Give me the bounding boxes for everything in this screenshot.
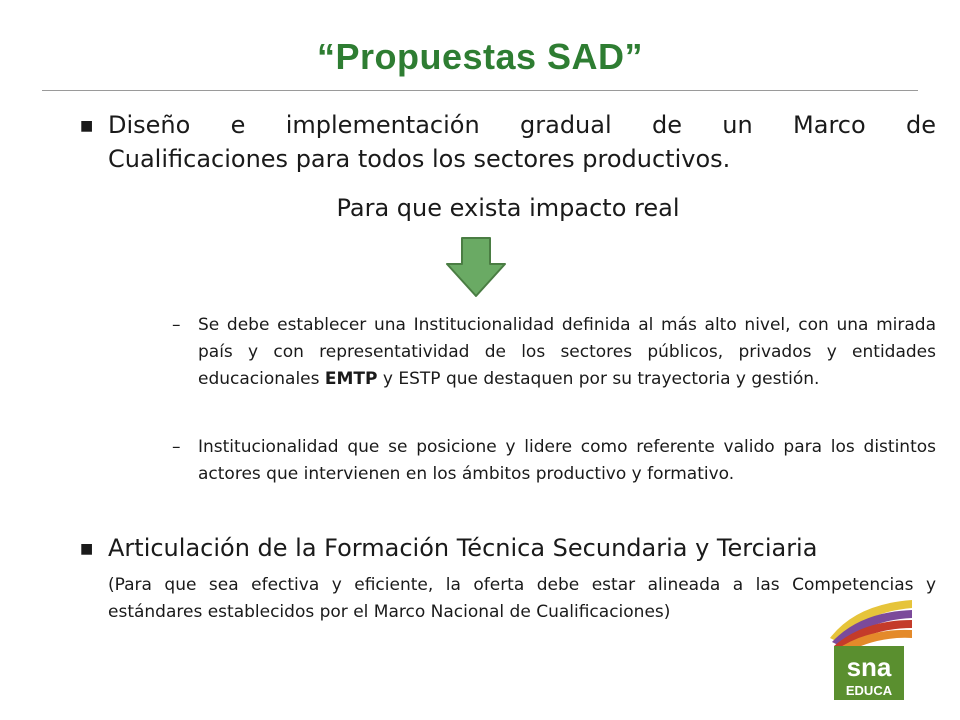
logo-text-educa: EDUCA bbox=[845, 683, 893, 698]
sub-item-1-text-a: Se debe establecer una Institucionalidad definida al más alto nivel, con una mirada país y con representatividad de los sectores públicos, privados y entidades educacionales bbox=[198, 315, 936, 389]
dash-marker: – bbox=[172, 437, 181, 457]
bullet-2-note: (Para que sea efectiva y eficiente, la oferta debe estar alineada a las Competencias y estándares establecidos por el Marco Nacional de Cualificaciones) bbox=[108, 575, 936, 622]
sub-item-2 bbox=[174, 434, 936, 490]
down-arrow-icon bbox=[445, 236, 507, 298]
sub-item-1-text-b: y ESTP que destaquen por su trayectoria y gestión. bbox=[377, 369, 820, 389]
bullet-marker: ■ bbox=[80, 118, 94, 134]
bullet-1-text bbox=[108, 108, 936, 176]
impact-caption: Para que exista impacto real bbox=[336, 194, 680, 222]
bullet-1-line-1: Diseño e implementación gradual de un Marco de bbox=[108, 111, 936, 139]
title-divider bbox=[42, 90, 918, 91]
dash-marker: – bbox=[172, 315, 181, 335]
logo-text-sna: sna bbox=[846, 652, 892, 682]
bullet-1-line-2: Cualificaciones para todos los sectores productivos. bbox=[108, 145, 731, 173]
bullet-2-text: Articulación de la Formación Técnica Secundaria y Terciaria bbox=[108, 534, 818, 562]
slide-title: “Propuestas SAD” bbox=[316, 36, 644, 77]
bullet-marker: ■ bbox=[80, 541, 94, 557]
sub-item-1 bbox=[174, 312, 936, 422]
sub-item-1-bold: EMTP bbox=[324, 369, 378, 389]
sna-educa-logo bbox=[826, 598, 916, 700]
sub-item-1-text bbox=[198, 312, 936, 393]
sub-item-2-text: Institucionalidad que se posicione y lidere como referente valido para los distintos actores que intervienen en los ámbitos productivo y formativo. bbox=[198, 437, 936, 484]
